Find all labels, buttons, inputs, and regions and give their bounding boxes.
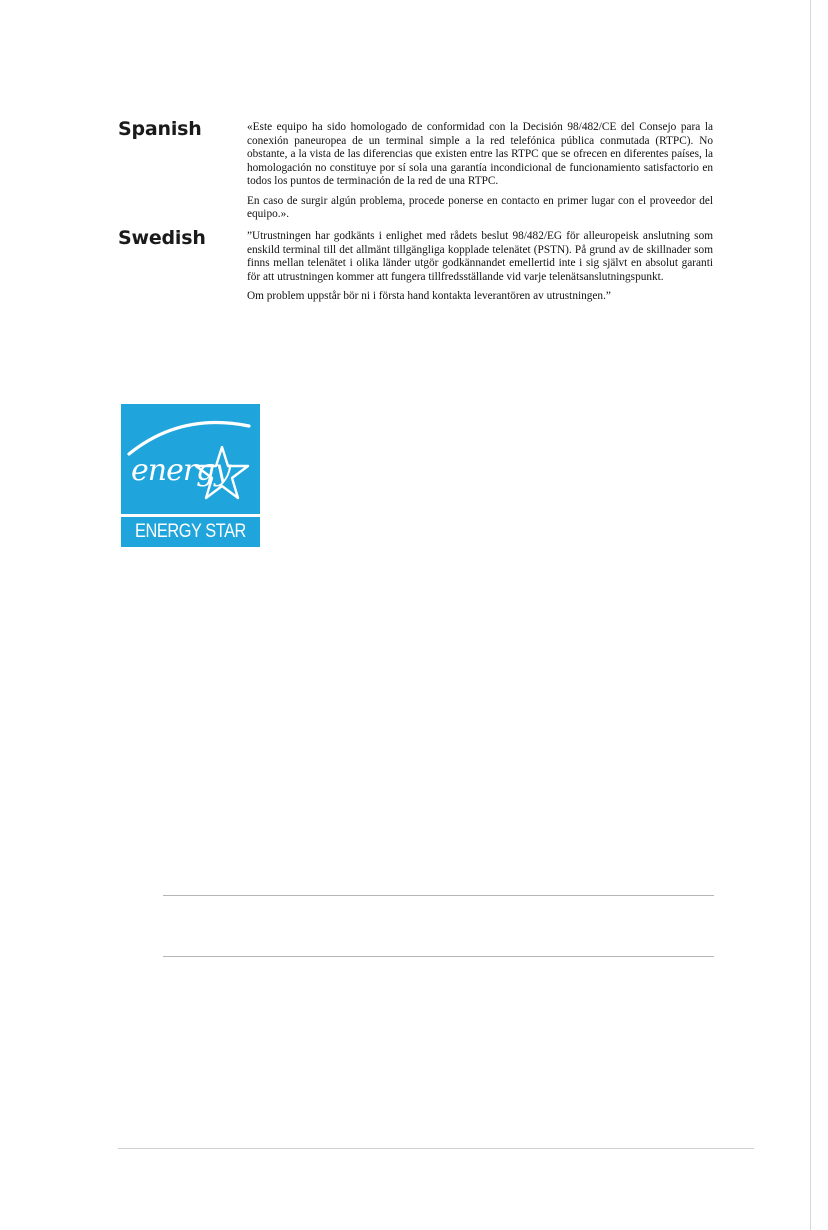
swedish-paragraph-1: ”Utrustningen har godkänts i enlighet med rådets beslut 98/482/EG för alleuropeisk anslutning som enskild terminal till det allmänt tillgängliga kopplade telenätet (PSTN). På grund av de skillnader som finns mellan telenätet i olika länder utgör godkännandet emellertid inte i sig självt en absolut garanti för att utrustningen kommer att fungera tillfredsställande vid varje telenätsanslutningspunkt. xyxy=(247,230,713,283)
energy-star-wordmark: ENERGY STAR xyxy=(135,521,246,542)
note-top-rule xyxy=(163,895,714,896)
swedish-paragraph-2: Om problem uppstår bör ni i första hand kontakta leverantören av utrustningen.” xyxy=(247,290,611,302)
footer-rule xyxy=(118,1148,754,1149)
swedish-statement xyxy=(247,230,713,310)
swedish-heading: Swedish xyxy=(118,227,206,249)
spanish-paragraph-2: En caso de surgir algún problema, procede ponerse en contacto en primer lugar con el proveedor del equipo.». xyxy=(247,194,713,220)
energy-script-text: energy xyxy=(131,453,231,488)
energy-star-logo xyxy=(121,404,260,547)
energy-star-emblem-icon xyxy=(121,404,260,517)
note-bottom-rule xyxy=(163,956,714,957)
spanish-heading: Spanish xyxy=(118,118,202,140)
spanish-paragraph-1: «Este equipo ha sido homologado de conformidad con la Decisión 98/482/CE del Consejo para la conexión paneuropea de un terminal simple a la red telefónica pública conmutada (RTPC). No obstante, a la vista de las diferencias que existen entre las RTPC que se ofrecen en diferentes países, la homologación no constituye por sí sola una garantía incondicional de funcionamiento satisfactorio en todos los puntos de terminación de la red de una RTPC. xyxy=(247,121,713,187)
page-edge xyxy=(810,0,828,1230)
spanish-statement xyxy=(247,121,713,228)
